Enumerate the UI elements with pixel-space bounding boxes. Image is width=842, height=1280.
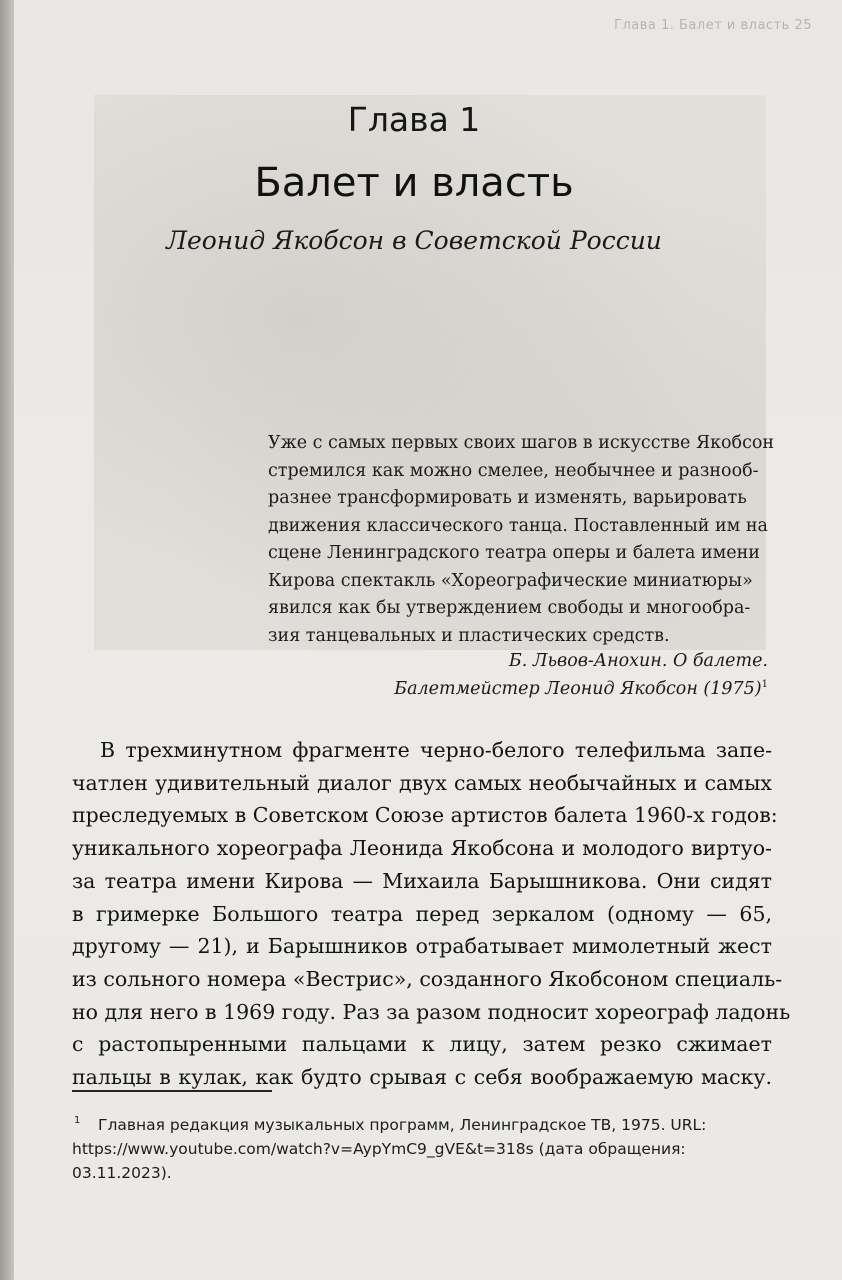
running-head: Глава 1. Балет и власть 25 <box>614 18 812 33</box>
footnote-line: Главная редакция музыкальных программ, Ленинградское ТВ, 1975. URL: <box>98 1116 707 1134</box>
epigraph <box>268 430 775 650</box>
epigraph-line: Уже с самых первых своих шагов в искусстве Якобсон <box>268 433 775 453</box>
chapter-subtitle: Леонид Якобсон в Советской России <box>166 226 662 255</box>
epigraph-line: движения классического танца. Поставленный им на <box>268 515 768 536</box>
footnote-number: 1 <box>74 1115 81 1126</box>
footnote <box>72 1113 772 1185</box>
chapter-title: Балет и власть <box>254 160 574 206</box>
epigraph-line: стремился как можно смелее, необычнее и разнооб- <box>268 460 759 481</box>
epigraph-line: Кирова спектакль «Хореографические миниатюры» <box>268 570 753 591</box>
body-line: пальцы в кулак, как будто срывая с себя воображаемую маску. <box>72 1065 772 1090</box>
epigraph-attribution <box>394 647 768 703</box>
footnote-divider <box>72 1090 272 1092</box>
page-edge <box>0 0 14 1280</box>
attribution-source: Балетмейстер Леонид Якобсон (1975) <box>394 679 762 699</box>
attribution-line-1: Б. Львов-Анохин. О балете. <box>508 651 768 671</box>
epigraph-line: разнее трансформировать и изменять, варьировать <box>268 488 747 508</box>
body-paragraph <box>72 734 791 1094</box>
body-line: но для него в 1969 году. Раз за разом подносит хореограф ладонь <box>72 999 791 1024</box>
body-line: с растопыренными пальцами к лицу, затем резко сжимает <box>72 1032 772 1057</box>
epigraph-line: сцене Ленинградского театра оперы и балета имени <box>268 543 760 563</box>
footnote-line: 03.11.2023). <box>72 1164 172 1182</box>
footnote-body <box>72 1113 772 1185</box>
body-line: чатлен удивительный диалог двух самых необычайных и самых <box>72 770 772 795</box>
body-line: другому — 21), и Барышников отрабатывает мимолетный жест <box>72 934 772 959</box>
body-line: в гримерке Большого театра перед зеркалом (одному — 65, <box>72 901 772 926</box>
epigraph-line: явился как бы утверждением свободы и многообра- <box>268 598 751 618</box>
chapter-label: Глава 1 <box>347 100 481 139</box>
body-line: уникального хореографа Леонида Якобсона и молодого виртуо- <box>72 836 772 861</box>
attribution-line-2 <box>394 675 768 703</box>
footnote-reference[interactable]: 1 <box>761 679 768 691</box>
body-line: В трехминутном фрагменте черно-белого телефильма запе- <box>100 738 772 762</box>
body-line: из сольного номера «Вестрис», созданного Якобсоном специаль- <box>72 966 783 991</box>
body-line: за театра имени Кирова — Михаила Барышникова. Они сидят <box>72 868 772 893</box>
epigraph-line: зия танцевальных и пластических средств. <box>268 625 670 646</box>
body-line: преследуемых в Советском Союзе артистов балета 1960-х годов: <box>72 803 778 828</box>
footnote-url-line[interactable]: https://www.youtube.com/watch?v=AypYmC9_gVE&t=318s (дата обращения: <box>72 1140 686 1158</box>
